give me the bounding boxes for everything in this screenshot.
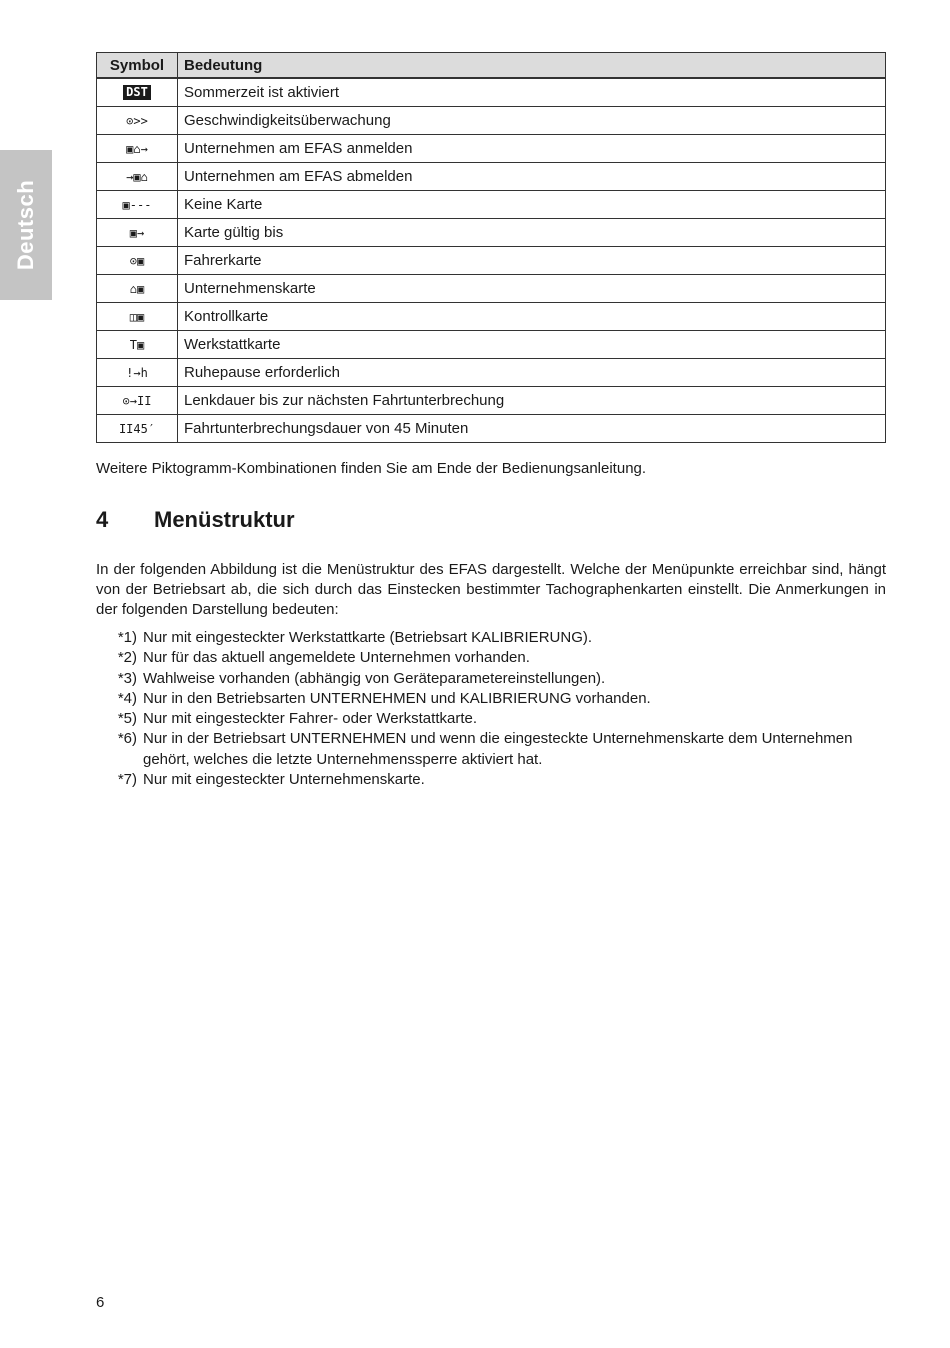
table-row <box>97 191 886 219</box>
meaning-cell: Unternehmen am EFAS abmelden <box>178 163 886 191</box>
meaning-cell: Kontrollkarte <box>178 303 886 331</box>
table-header-row <box>97 53 886 79</box>
list-item <box>96 628 886 648</box>
meaning-cell: Unternehmen am EFAS anmelden <box>178 135 886 163</box>
list-item <box>96 689 886 709</box>
table-row <box>97 387 886 415</box>
table-row <box>97 78 886 107</box>
footnote-text: Nur mit eingesteckter Unternehmenskarte. <box>143 771 425 789</box>
table-row <box>97 359 886 387</box>
speed-monitor-icon: ⊙>> <box>97 107 178 135</box>
header-symbol: Symbol <box>97 53 178 79</box>
company-login-icon: ▣⌂→ <box>97 135 178 163</box>
meaning-cell: Geschwindigkeitsüberwachung <box>178 107 886 135</box>
workshop-card-icon: T▣ <box>97 331 178 359</box>
driving-time-icon: ⊙→II <box>97 387 178 415</box>
footnote-key: *6) <box>117 730 137 748</box>
meaning-cell: Fahrtunterbrechungsdauer von 45 Minuten <box>178 415 886 443</box>
footnote-text: Wahlweise vorhanden (abhängig von Geräteparametereinstellungen). <box>143 669 606 687</box>
footnote-text: Nur in der Betriebsart UNTERNEHMEN und wenn die eingesteckte Unternehmenskarte dem Unternehmen gehört, welches die letzte Unternehmenssperre aktiviert hat. <box>143 730 853 768</box>
table-row <box>97 415 886 443</box>
intro-paragraph: In der folgenden Abbildung ist die Menüstruktur des EFAS dargestellt. Welche der Menüpunkte erreichbar sind, hängt von der Betriebsart ab, die sich durch das Einstecken bestimmter Tachographenkarten einstellt. Die Anmerkungen in der folgenden Darstellung bedeuten: <box>96 561 886 618</box>
list-item <box>96 729 886 770</box>
list-item <box>96 648 886 668</box>
table-row <box>97 135 886 163</box>
symbol-cell <box>97 78 178 107</box>
footnote-key: *4) <box>117 689 137 707</box>
footnote-text: Nur für das aktuell angemeldete Unternehmen vorhanden. <box>143 649 530 667</box>
section-heading <box>96 507 295 533</box>
table-row <box>97 163 886 191</box>
table-row <box>97 219 886 247</box>
list-item <box>96 669 886 689</box>
footnote-key: *3) <box>117 669 137 687</box>
header-meaning: Bedeutung <box>178 53 886 79</box>
footnote-text: Nur mit eingesteckter Fahrer- oder Werkstattkarte. <box>143 710 477 728</box>
meaning-cell: Keine Karte <box>178 191 886 219</box>
table-row <box>97 331 886 359</box>
meaning-cell: Karte gültig bis <box>178 219 886 247</box>
language-tab <box>0 150 52 300</box>
list-item <box>96 770 886 790</box>
list-item <box>96 709 886 729</box>
pictogram-note: Weitere Piktogramm-Kombinationen finden Sie am Ende der Bedienungsanleitung. <box>96 460 647 477</box>
section-title: Menüstruktur <box>154 507 295 532</box>
footnote-key: *7) <box>117 771 137 789</box>
footnote-text: Nur in den Betriebsarten UNTERNEHMEN und KALIBRIERUNG vorhanden. <box>143 689 651 707</box>
meaning-cell: Sommerzeit ist aktiviert <box>178 78 886 107</box>
table-row <box>97 107 886 135</box>
page-number: 6 <box>96 1294 105 1311</box>
meaning-cell: Ruhepause erforderlich <box>178 359 886 387</box>
footnote-list <box>96 628 886 790</box>
company-logout-icon: →▣⌂ <box>97 163 178 191</box>
no-card-icon: ▣--- <box>97 191 178 219</box>
table-row <box>97 275 886 303</box>
table-row <box>97 303 886 331</box>
card-valid-until-icon: ▣→ <box>97 219 178 247</box>
break-duration-icon: II45′ <box>97 415 178 443</box>
section-number: 4 <box>96 507 109 532</box>
symbol-table <box>96 52 886 443</box>
footnote-key: *5) <box>117 710 137 728</box>
rest-required-icon: !→h <box>97 359 178 387</box>
footnote-text: Nur mit eingesteckter Werkstattkarte (Betriebsart KALIBRIERUNG). <box>143 629 593 646</box>
control-card-icon: ◫▣ <box>97 303 178 331</box>
meaning-cell: Werkstattkarte <box>178 331 886 359</box>
driver-card-icon: ⊙▣ <box>97 247 178 275</box>
dst-icon: DST <box>123 85 151 100</box>
language-tab-label: Deutsch <box>13 179 38 271</box>
table-row <box>97 247 886 275</box>
company-card-icon: ⌂▣ <box>97 275 178 303</box>
meaning-cell: Lenkdauer bis zur nächsten Fahrtunterbrechung <box>178 387 886 415</box>
footnote-key: *1) <box>117 629 137 646</box>
meaning-cell: Fahrerkarte <box>178 247 886 275</box>
footnote-key: *2) <box>117 649 137 667</box>
meaning-cell: Unternehmenskarte <box>178 275 886 303</box>
